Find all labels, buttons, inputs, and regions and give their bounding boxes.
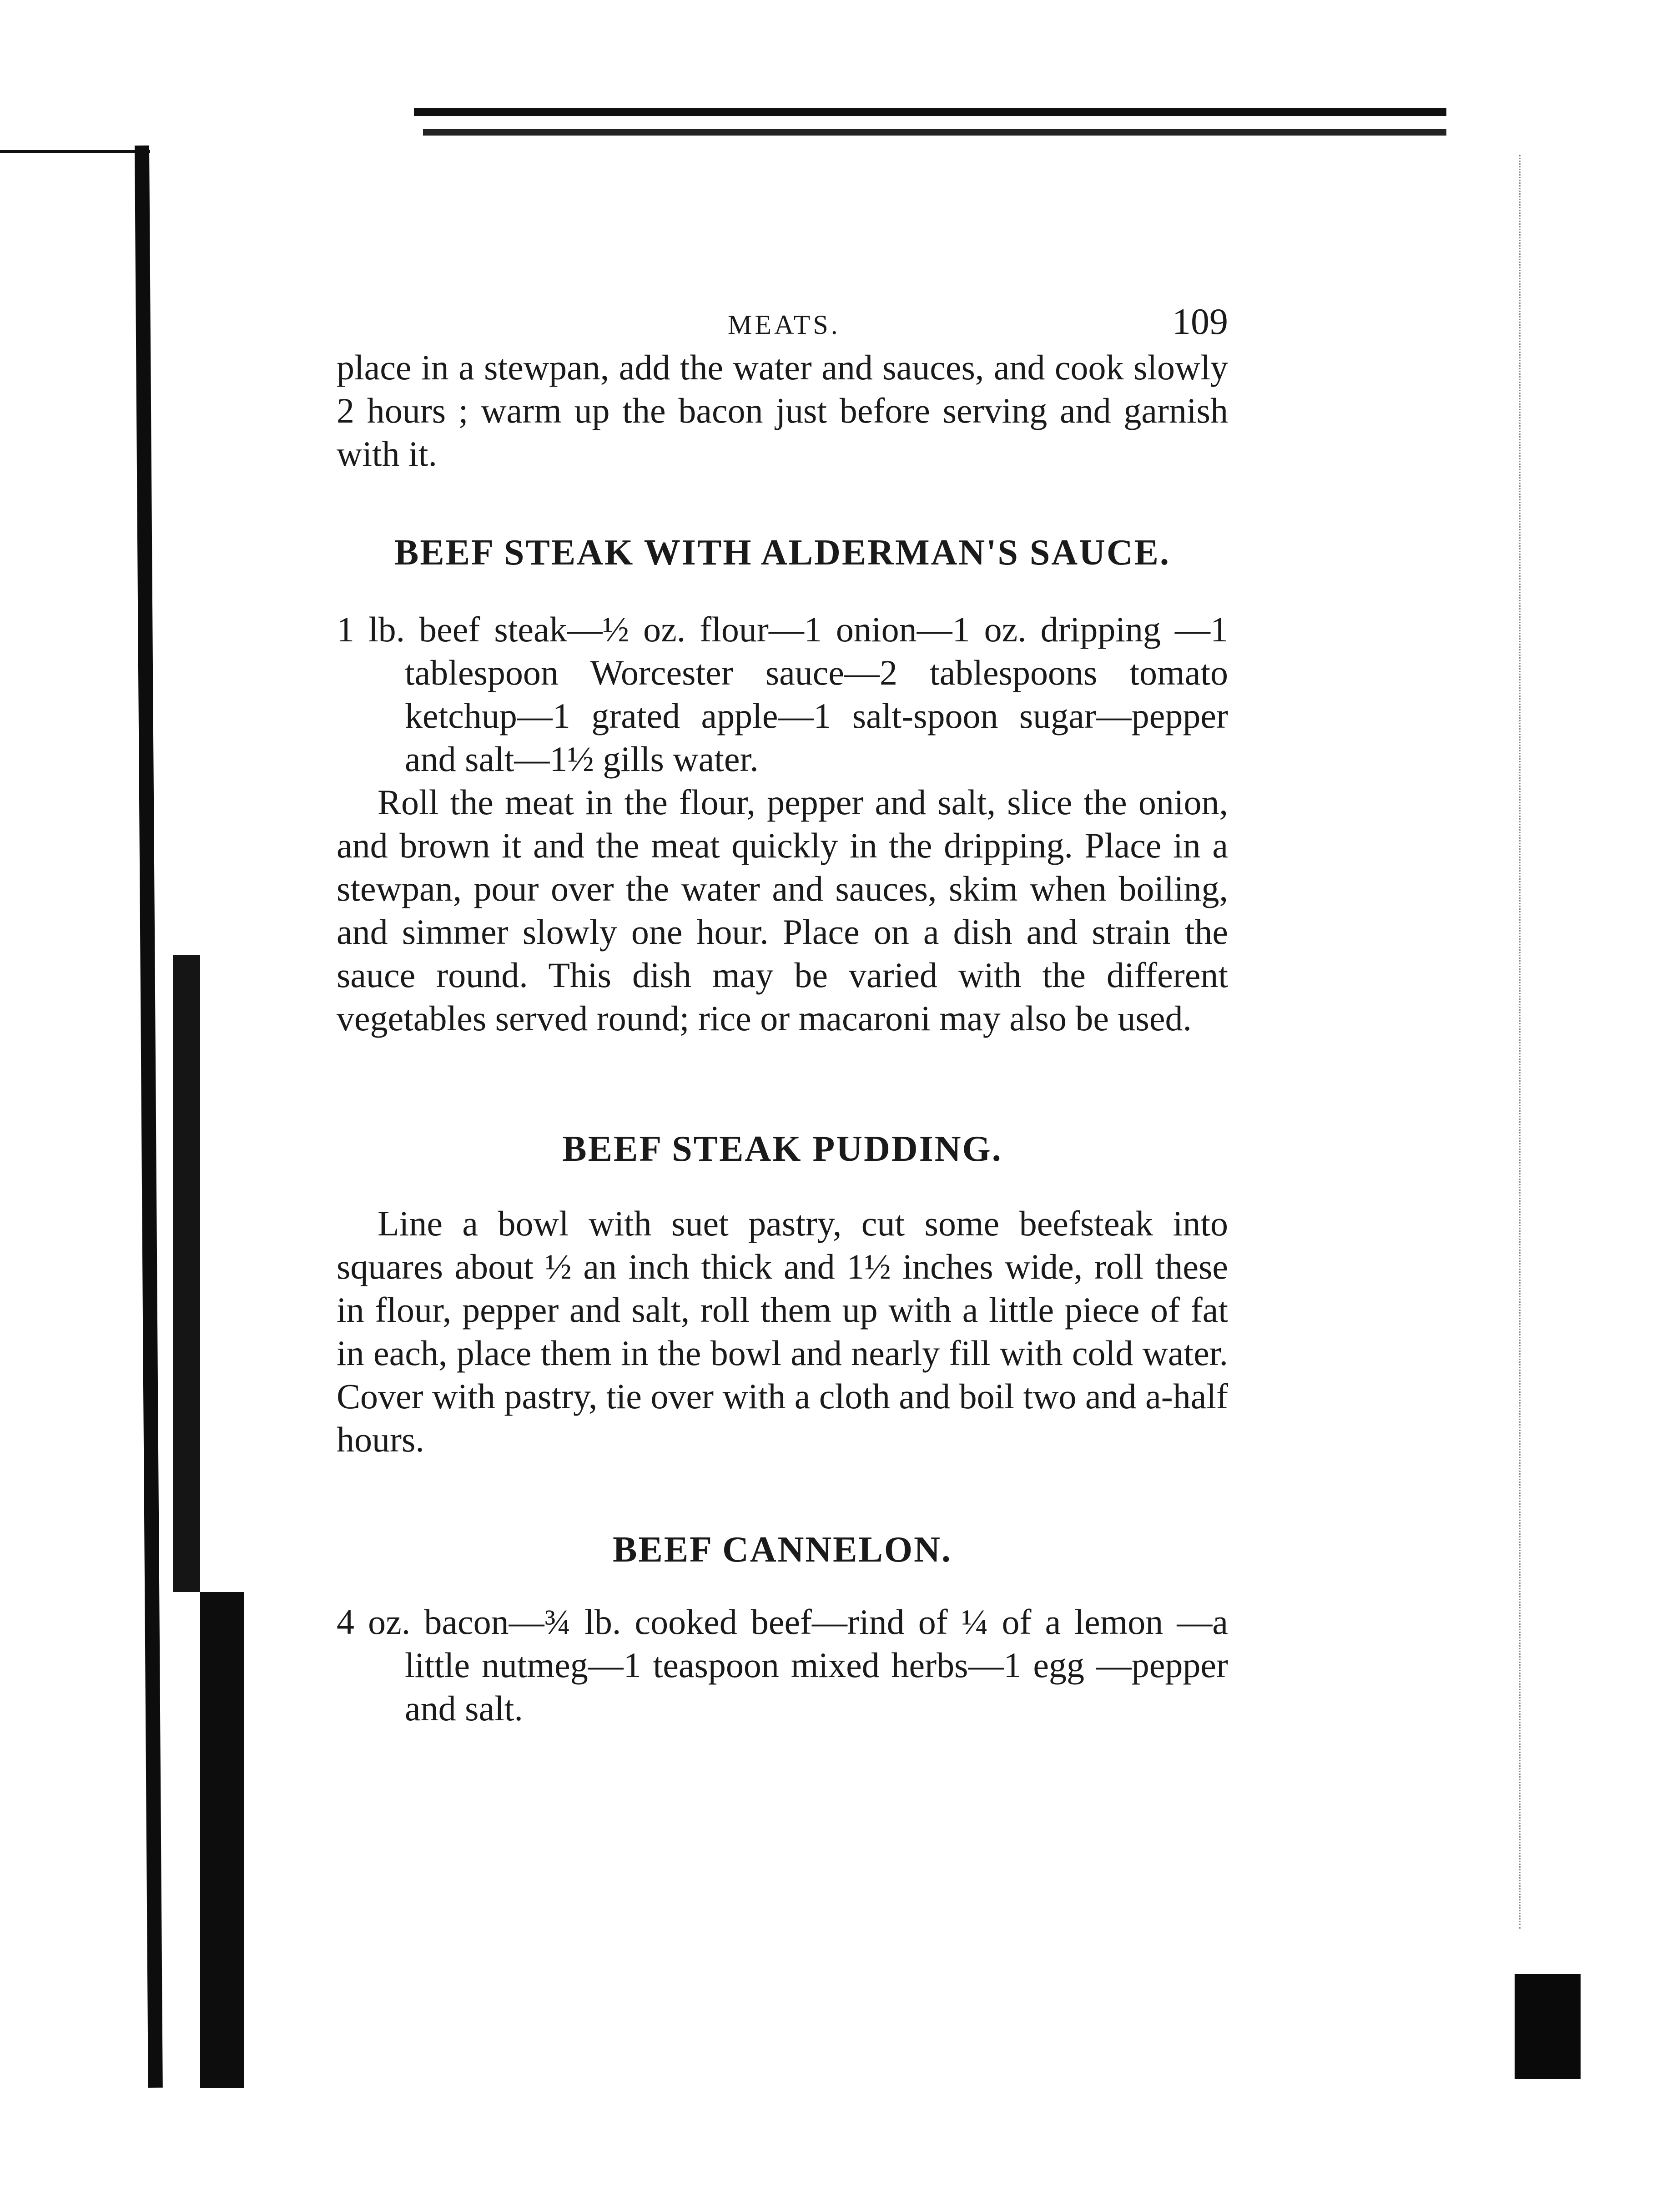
ingredients-cannelon: 4 oz. bacon—¾ lb. cooked beef—rind of ¼ of a lemon —a little nutmeg—1 teaspoon mixed herbs—1 egg —pepper and salt. [337, 1602, 1228, 1728]
recipe-title-alderman-sauce: BEEF STEAK WITH ALDERMAN'S SAUCE. [394, 533, 1171, 573]
recipe-title-cannelon: BEEF CANNELON. [613, 1530, 952, 1570]
scan-edge-mark [0, 150, 150, 153]
recipe-title-steak-pudding: BEEF STEAK PUDDING. [562, 1129, 1002, 1169]
method-alderman-sauce: Roll the meat in the flour, pepper and salt, slice the onion, and brown it and the meat quickly in the dripping. Place in a stewpan, pour over the water and sauces, skim when boiling, and simmer slowly one hour. Place on a dish and strain the sauce round. This dish may be varied with the different vegetables served round; rice or macaroni may also be used. [337, 782, 1228, 1038]
book-spine-shadow [135, 146, 163, 2088]
ingredients-alderman-sauce: 1 lb. beef steak—½ oz. flour—1 onion—1 oz. dripping —1 tablespoon Worcester sauce—2 tablespoons tomato ketchup—1 grated apple—1 salt-spoon sugar—pepper and salt—1½ gills water. [337, 610, 1228, 779]
page-text-block [337, 291, 1228, 1730]
scan-corner-blot [1515, 1974, 1581, 2079]
running-head [337, 291, 1228, 346]
book-spine-shadow-mid [173, 955, 200, 1592]
book-spine-shadow-lower [200, 1592, 244, 2088]
scan-top-rule-shadow [423, 129, 1446, 136]
continuation-paragraph: place in a stewpan, add the water and sauces, and cook slowly 2 hours ; warm up the bacon just before serving and garnish with it. [337, 348, 1228, 474]
running-head-title: MEATS. [728, 310, 841, 340]
method-steak-pudding: Line a bowl with suet pastry, cut some beefsteak into squares about ½ an inch thick and 1½ inches wide, roll these in flour, pepper and salt, roll them up with a little piece of fat in each, place them in the bowl and nearly fill with cold water. Cover with pastry, tie over with a cloth and boil two and a-half hours. [337, 1204, 1228, 1459]
page-number: 109 [1172, 301, 1228, 342]
page-right-edge [1519, 155, 1522, 1929]
scan-top-rule [414, 108, 1446, 116]
